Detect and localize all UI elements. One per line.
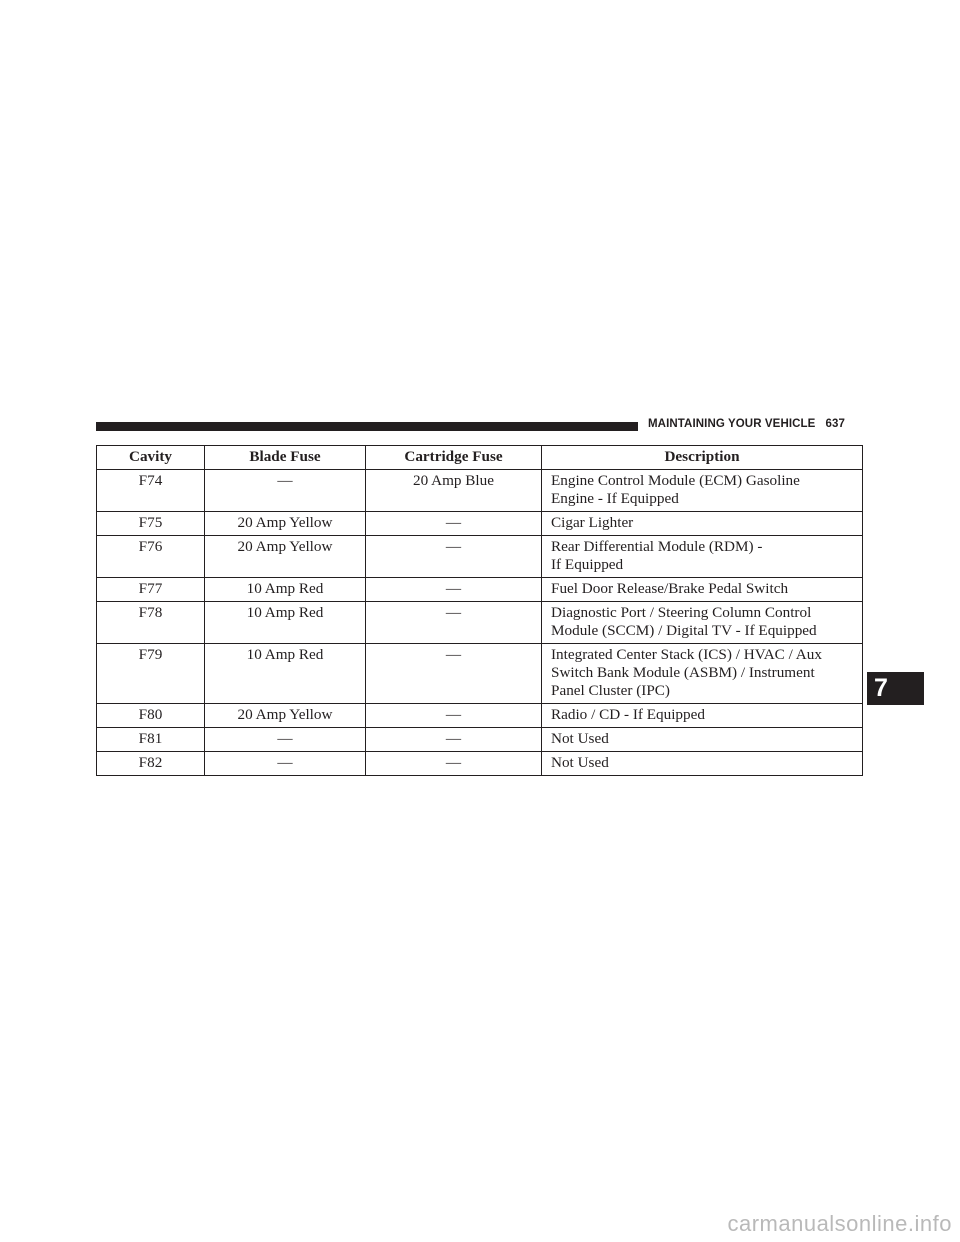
fuse-table (96, 445, 863, 776)
cell-cartridge-fuse: — (366, 602, 542, 644)
cell-description (542, 602, 863, 644)
description-line: If Equipped (551, 556, 624, 573)
cell-description (542, 752, 863, 776)
cell-cavity: F75 (97, 512, 205, 536)
description-line: Engine - If Equipped (551, 490, 679, 507)
cell-description (542, 704, 863, 728)
description-line: Panel Cluster (IPC) (551, 682, 670, 699)
cell-description (542, 644, 863, 704)
description-line: Diagnostic Port / Steering Column Control (551, 604, 812, 621)
cell-cartridge-fuse: — (366, 512, 542, 536)
description-line: Not Used (551, 730, 609, 747)
cell-description (542, 578, 863, 602)
column-header-blade-fuse: Blade Fuse (205, 446, 366, 470)
cell-blade-fuse: 10 Amp Red (205, 602, 366, 644)
cell-blade-fuse: — (205, 728, 366, 752)
cell-cavity: F76 (97, 536, 205, 578)
description-line: Radio / CD - If Equipped (551, 706, 705, 723)
column-header-description: Description (542, 446, 863, 470)
description-line: Fuel Door Release/Brake Pedal Switch (551, 580, 789, 597)
table-row (97, 602, 863, 644)
cell-cavity: F74 (97, 470, 205, 512)
description-line: Cigar Lighter (551, 514, 634, 531)
cell-description (542, 470, 863, 512)
table-row (97, 512, 863, 536)
table-row (97, 536, 863, 578)
running-header (648, 418, 845, 430)
cell-blade-fuse: 20 Amp Yellow (205, 536, 366, 578)
table-row (97, 752, 863, 776)
page-number: 637 (825, 418, 845, 430)
cell-blade-fuse: 20 Amp Yellow (205, 704, 366, 728)
cell-cartridge-fuse: — (366, 704, 542, 728)
cell-cavity: F80 (97, 704, 205, 728)
cell-cartridge-fuse: — (366, 752, 542, 776)
table-body (97, 470, 863, 776)
table-header-row (97, 446, 863, 470)
description-line: Integrated Center Stack (ICS) / HVAC / Aux (551, 646, 822, 663)
table-row (97, 470, 863, 512)
header-rule (96, 422, 638, 431)
table-row (97, 704, 863, 728)
cell-blade-fuse: — (205, 752, 366, 776)
cell-blade-fuse: 20 Amp Yellow (205, 512, 366, 536)
description-line: Not Used (551, 754, 609, 771)
watermark: carmanualsonline.info (727, 1211, 952, 1236)
cell-description (542, 536, 863, 578)
cell-description (542, 728, 863, 752)
cell-cartridge-fuse: — (366, 536, 542, 578)
cell-cavity: F81 (97, 728, 205, 752)
description-line: Engine Control Module (ECM) Gasoline (551, 472, 800, 489)
table-row (97, 728, 863, 752)
section-title: MAINTAINING YOUR VEHICLE (648, 418, 816, 430)
cell-cartridge-fuse: 20 Amp Blue (366, 470, 542, 512)
cell-blade-fuse: 10 Amp Red (205, 578, 366, 602)
description-line: Module (SCCM) / Digital TV - If Equipped (551, 622, 817, 639)
cell-cavity: F82 (97, 752, 205, 776)
cell-blade-fuse: 10 Amp Red (205, 644, 366, 704)
column-header-cavity: Cavity (97, 446, 205, 470)
table-row (97, 644, 863, 704)
cell-cartridge-fuse: — (366, 644, 542, 704)
column-header-cartridge-fuse: Cartridge Fuse (366, 446, 542, 470)
chapter-tab: 7 (867, 672, 924, 705)
cell-blade-fuse: — (205, 470, 366, 512)
description-line: Rear Differential Module (RDM) - (551, 538, 763, 555)
cell-cavity: F79 (97, 644, 205, 704)
cell-cavity: F77 (97, 578, 205, 602)
cell-cartridge-fuse: — (366, 728, 542, 752)
description-line: Switch Bank Module (ASBM) / Instrument (551, 664, 815, 681)
cell-cartridge-fuse: — (366, 578, 542, 602)
cell-cavity: F78 (97, 602, 205, 644)
table-row (97, 578, 863, 602)
cell-description (542, 512, 863, 536)
